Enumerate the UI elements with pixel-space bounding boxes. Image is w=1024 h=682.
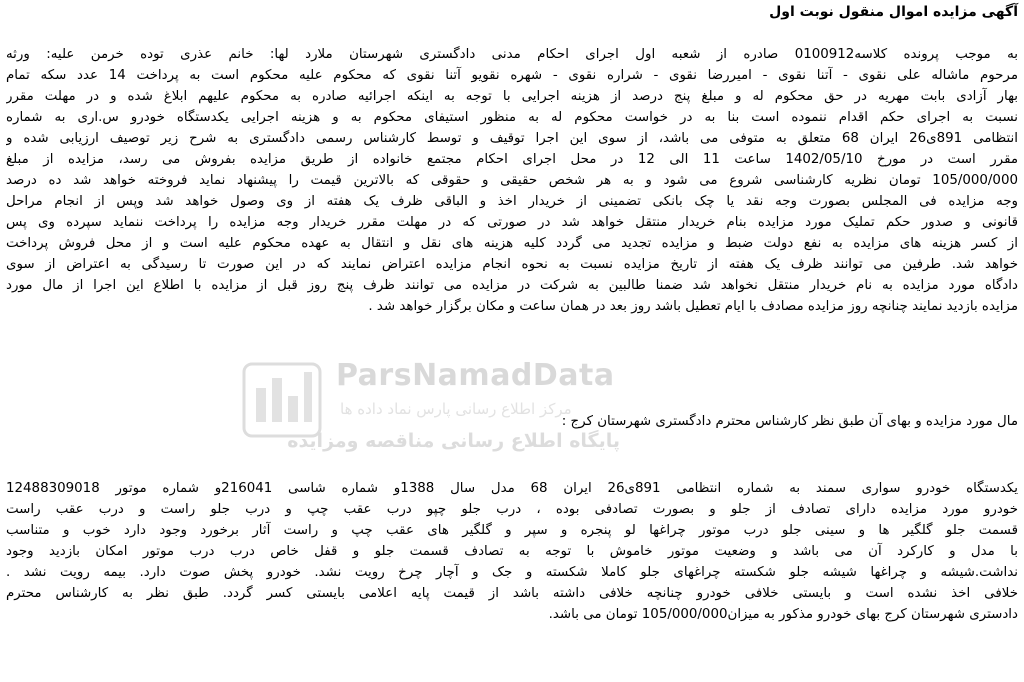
vehicle-line: خودرو مورد مزایده دارای تصادف از جلو و بصورت تصادفی بوده ، درب جلو چپو درب عقب چپ و درب جلو راست و درب عقب راست (6, 502, 1018, 517)
body-line: قانونی و صدور حکم تملیک مورد مزایده بنام خریدار منتقل خواهد شد در صورتی که در مهلت مقرر خریدار وجه مزایده را پرداخت ننماید سپرده وی پس (6, 215, 1018, 230)
vehicle-description-paragraph (6, 478, 1018, 625)
notice-body-paragraph (6, 44, 1018, 317)
vehicle-line: یکدستگاه خودرو سواری سمند به شماره انتظامی 891ی26 ایران 68 مدل سال 1388و شماره شاسی 216041و شماره موتور 12488309018 (6, 481, 1018, 496)
vehicle-line: نداشت.شیشه و چراغها شیشه جلو شکسته چراغهای جلو کاملا شکسته و جک و آچار چرخ رویت نشد. خودرو پخش صوت دارد. بیمه رویت نشد . (6, 565, 1018, 580)
vehicle-line: با مدل و کارکرد آن می باشد و وضعیت موتور خاموش با توجه به تصادف قسمت جلو و قفل خاص درب درب موتور امکان بازدید وجود (6, 544, 1018, 559)
body-line: وجه مزایده فی المجلس بصورت وجه نقد یا چک بانکی تضمینی از خریدار اخذ و الباقی ظرف یک هفته از وی وصول خواهد شد وپس از انجام مراحل (6, 194, 1018, 209)
body-line: نسبت به اجرای حکم اقدام ننموده است بنا به در خواست محکوم له به منظور استیفای محکوم به و هزینه اجرایی یکدستگاه خودرو س.اری به شماره (6, 110, 1018, 125)
vehicle-line: خلافی اخذ نشده است و بایستی خلافی خودرو چنانچه خلافی داشته باشد از قیمت پایه اعلامی بایستی کسر گردد. طبق نظر به کارشناس محترم (6, 586, 1018, 601)
body-line: 105/000/000 تومان نظریه کارشناسی شروع می شود و به هر شخص حقیقی و حقوقی که بالاترین قیمت را پیشنهاد نماید فروخته خواهد شد ده درصد (6, 173, 1018, 188)
watermark-subtitle: مرکز اطلاع رسانی پارس نماد داده ها (340, 400, 572, 418)
body-line: خواهد شد. طرفین می توانند ظرف یک هفته از تاریخ مزایده نسبت به نحوه انجام مزایده اعتراض نمایند که در این صورت تا رسیدگی به اعتراض از سوی (6, 257, 1018, 272)
body-line: مرحوم ماشاله علی نقوی - آتنا نقوی - امیررضا نقوی - شراره نقوی - شهره نقویو آتنا نقوی که محکوم علیه محکوم است به پرداخت 14 عدد سکه تمام (6, 68, 1018, 83)
body-line: انتظامی 891ی26 ایران 68 متعلق به متوفی می باشد، از سوی این اجرا توقیف و توسط کارشناس رسمی دادگستری به شرح زیر توصیف ارزیابی شده و (6, 131, 1018, 146)
watermark-brand: ParsNamadData (336, 358, 615, 393)
body-line: بهار آزادی بابت مهریه در حق محکوم له و مبلغ پنج درصد از هزینه اجرایی با توجه به اینکه اجرائیه صادره به محکوم علیهم ابلاغ شده و در مهلت مقرر (6, 89, 1018, 104)
vehicle-line: دادستری شهرستان کرج بهای خودرو مذکور به میزان105/000/000 تومان می باشد. (548, 607, 1018, 622)
auction-subject-heading: مال مورد مزایده و بهای آن طبق نظر کارشناس محترم دادگستری شهرستان کرج : (561, 414, 1018, 429)
body-line: از کسر هزینه های مزایده به نفع دولت ضبط و مزایده تجدید می گردد کلیه هزینه های نقل و انتقال به عهده محکوم علیه است و از محل فروش پرداخت (6, 236, 1018, 251)
body-line: مقرر است در مورخ 1402/05/10 ساعت 11 الی 12 در محل اجرای احکام مجتمع خانواده از طریق مزایده بفروش می رسد، مزایده از مبلغ (6, 152, 1018, 167)
notice-title: آگهی مزایده اموال منقول نوبت اول (769, 4, 1018, 20)
body-line: دادگاه مورد مزایده به نام خریدار منتقل نخواهد شد ضمنا طالبین به شرکت در مزایده می توانند ظرف پنج روز قبل از مزایده با اطلاع این اجرا از مال مورد (6, 278, 1018, 293)
vehicle-line: قسمت جلو گلگیر ها و سینی جلو درب موتور چراغها لو پنجره و سپر و گلگیر های عقب چپ و راست آثار برخورد وجود دارد خوب و متناسب (6, 523, 1018, 538)
watermark-logo-icon (240, 358, 324, 442)
body-line: مزایده بازدید نمایند چنانچه روز مزایده مصادف با ایام تعطیل باشد روز بعد در همان ساعت و مکان برگزار خواهد شد . (368, 299, 1018, 314)
body-line: به موجب پرونده کلاسه0100912 صادره از شعبه اول اجرای احکام مدنی دادگستری شهرستان ملارد لها: خانم عذری توده خرمن علیه: ورثه (6, 47, 1018, 62)
watermark-tagline: پایگاه اطلاع رسانی مناقصه ومزایده (287, 430, 620, 452)
